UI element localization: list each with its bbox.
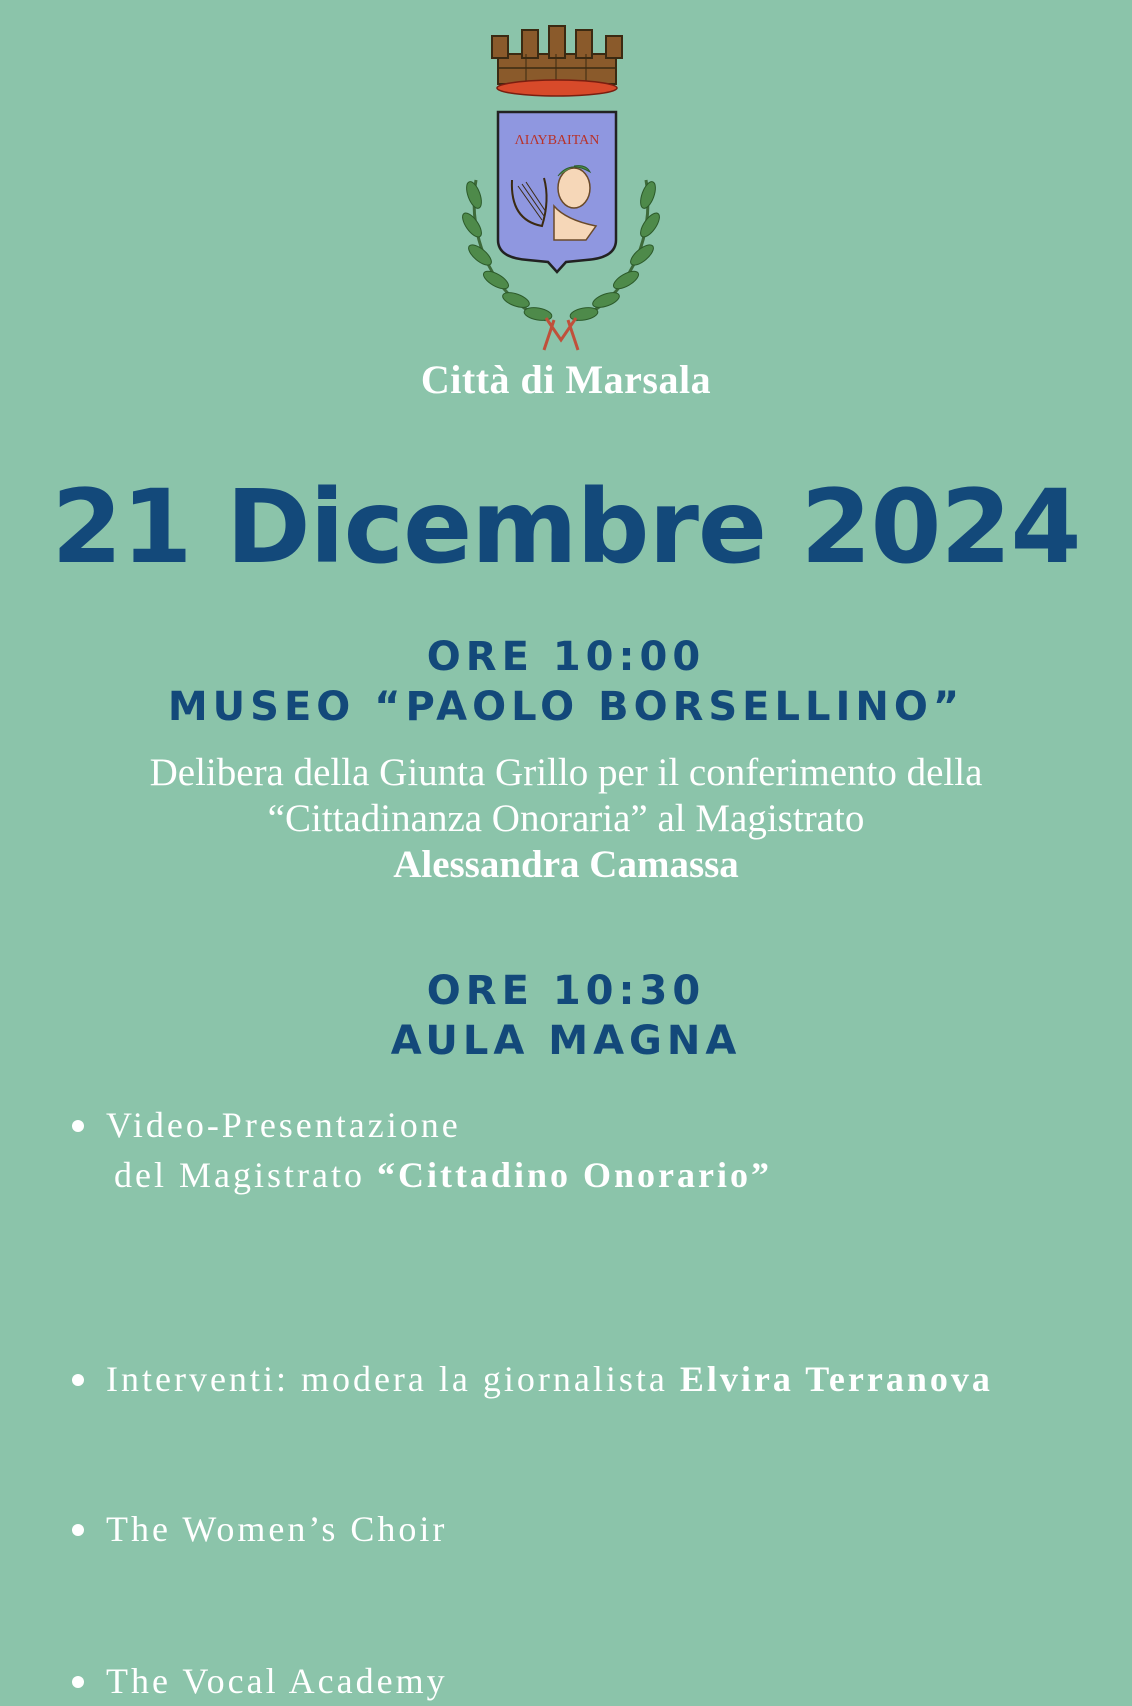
program-item-1-prefix: del Magistrato	[114, 1155, 377, 1195]
list-item	[72, 1656, 1122, 1706]
program-item-1-bold: “Cittadino Onorario”	[376, 1155, 772, 1195]
city-name: Città di Marsala	[420, 357, 712, 402]
program-item-2-prefix: Interventi: modera la giornalista	[106, 1359, 680, 1399]
description-line-1: Delibera della Giunta Grillo per il conferimento della	[149, 751, 983, 794]
program-item-1-line-2	[106, 1150, 1122, 1200]
bullet-icon	[72, 1120, 84, 1132]
program-item-2-bold: Elvira Terranova	[679, 1359, 993, 1399]
description-line-2: “Cittadinanza Onoraria” al Magistrato	[267, 797, 865, 840]
first-event-description	[0, 750, 1132, 888]
program-item-4: The Vocal Academy	[106, 1661, 448, 1701]
first-event-time: ORE 10:00	[426, 634, 706, 680]
bullet-icon	[72, 1676, 84, 1688]
program-item-1-line-1: Video-Presentazione	[106, 1105, 461, 1145]
list-item	[72, 1354, 1122, 1404]
first-event-place: MUSEO “PAOLO BORSELLINO”	[167, 684, 965, 730]
program-item-3: The Women’s Choir	[106, 1509, 448, 1549]
second-event-place: AULA MAGNA	[390, 1018, 742, 1064]
shield-icon	[498, 112, 616, 272]
bullet-icon	[72, 1524, 84, 1536]
event-date: 21 Dicembre 2024	[51, 468, 1081, 587]
first-event-heading	[0, 632, 1132, 732]
honoree-name: Alessandra Camassa	[393, 843, 739, 886]
emblem-motto: ΛΙΛΥΒΑΙΤΑΝ	[514, 133, 600, 148]
bullet-icon	[72, 1374, 84, 1386]
list-item	[72, 1100, 1122, 1200]
crown-icon	[492, 26, 622, 96]
second-event-time: ORE 10:30	[426, 968, 706, 1014]
second-event-heading	[0, 966, 1132, 1066]
list-item	[72, 1504, 1122, 1554]
program-list	[72, 1100, 1122, 1701]
city-coat-of-arms-icon	[446, 20, 686, 360]
